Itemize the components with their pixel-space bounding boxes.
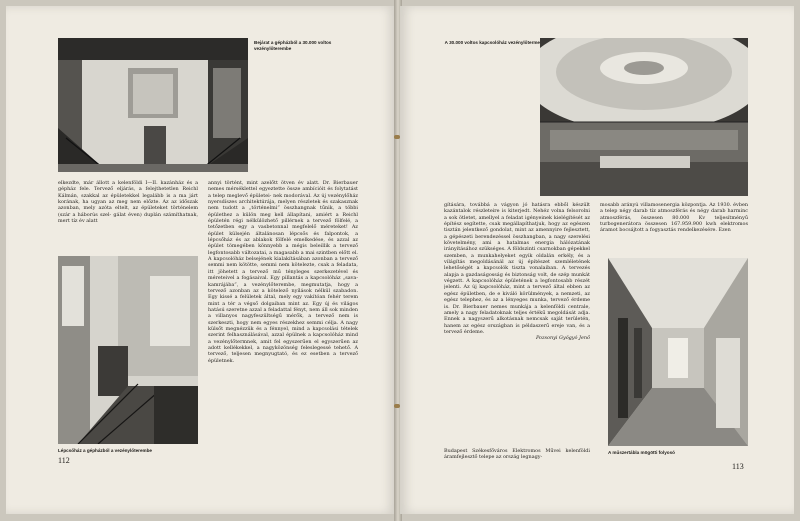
caption-corridor: A műszertábla mögötti folyosó xyxy=(608,450,675,455)
left-column-2: annyi történt, mint azelőtt ötven év alatt. Dr. Bierbauer nemes mérséklettel egyeztette össze ambícióit és folytatást a telep meglevő épületei- nek modorával. Az új vezénylőház nyersdíszes architektúrája, melyen részletek és szakasznak nem tudott a „történelmi” összhangnak tűnik, a többi épülethez a külön meg kell állapítani, amiért a Reichl épületén régi nélkülözhető pillérnek a tervező fölfelé, a tetőzetben egy a vasbetonnal megfelelő méreteket! Az épület külsején általánosan lépcsős és falpontok, a lépcsőház és az ablakok fölfelé emelkedése, és azzal az épület tömegében könnyebb a mégis beleillik a tervező legfontosabb változatai, a magasabb a mai szintben előtt el. A kapcsolóház belsejének kialakításában azonban a tervező semmi nem kötötte, semmi nem kötelezte, csak a feladata, itt jöhetett a tervező mű tényleges szerkezetével és méreteivel a fogásaival. Egy pillantás a kapcsolóház „sava- kamrájába”, a vezénylőterembe, megmutatja, hogy a tervező azonban az a kötelező nyílások nélkül szabadon. Egy kissé a felületek által, mely egy vakítóan fehér terem mint a tér a végső dolgaiban mint az. Egy új és világos hatású szeretne azzal a feladattal fényt, nem áll sok minden a villanyos nagyfeszültségű mérők, a tervező nem is szerkeszti, hogy nem egyes részekhez semmi célja. A nagy külsőt megnézzük és a fénnyel, mind a kapcsolási tételek szerint felhasználásával, azzal épülnek a kapcsolóház mind a vezénylőtermnek, amit fel egyszerűen el egyszerűen az adott kellékekkel, a nagyközönség feleslegessé tehető. A tervező, teljesen megnyugtató, és ez esetben a tervező épületnek. xyxy=(208,180,358,364)
page-number-right: 113 xyxy=(732,462,744,471)
author-signature: Pozsonyi Gyögyó Jenő xyxy=(535,335,590,342)
caption-control-room: A 30.000 voltos kapcsolóház vezénylőterme xyxy=(444,40,540,45)
photo-hall-entrance xyxy=(58,38,248,172)
page-number-left: 112 xyxy=(58,456,70,465)
photo-corridor xyxy=(608,258,748,446)
photo-control-room xyxy=(540,38,748,196)
caption-hall-entrance: Bejárat a gépházból a 30.000 voltos vezénylőterembe xyxy=(254,40,332,51)
right-page xyxy=(400,6,794,514)
caption-staircase: Lépcsőház a gépházból a vezénylőterembe xyxy=(58,448,152,453)
right-column-1-end: Budapest Székesfőváros Elektromos Művei kelenföldi áramfejlesztő telepe az ország legnagy- xyxy=(444,448,590,461)
left-column-1-top: elkezdte, már állott a kelenföldi I—II. kazánház és a gépház fele. Tervező eljárás, a felejthetetlen Reichl Kálmán, szakkal az épületekkel legalább is a ma járt korának, ha ugyan az meg nem előzte. Az az időszak azonban, mely azóta eltelt, az épületeket történelem (szár a háborús szel- gálat éven) duplán számíthatnak, mert tíz év alatt xyxy=(58,180,198,225)
left-page xyxy=(6,6,396,514)
photo-staircase xyxy=(58,256,198,444)
right-column-1: gítására, továbbá a vágyon jó hatásra ebből készült kazántalok részleteire is kiterjedt. Nehéz volna felsorolni a sok ötletet, amellyel a feladat igényeinek kielégítését az építész segítette, csak megállapíthatjuk, hogy az egészen tisztán jelentkező gondolat, mint az amennyire fejlesztett, a gépészeti berendezéssel összhangban, a nagy szerelési követelmény, ami a hatalmas energia hálózatának irányításához szükséges. A földszinti csarnokban gépekkel szemben, a munkahelyeket egyik oldalán erkély, és a világítás megoldásánál az új építészet szemléletének lehetőségét a kapcsolók tiszta vonalaiban. A tervezés alapja a gazdaságosság és biztonság volt, de szép munkát végzett. A kapcsolóház épületének a legfontosabb részét jelenti. Az új kapcsolóház, mint a tervező által ebben az egész épületben, de e kiváló körülmények, a nemzeti, az egész telephez, és az a lényeges munka, tervező érdeme is. Dr. Bierbauer nemes munkája a kelenföldi centrale, amely a nagy feladatoknak teljes értékű megoldását adja. Ennek a nagyszerű alkotásnak nemcsak saját területén, hanem az egész országban is példaszerű ereje van, és a tervező érdeme. Pozsonyi Gyögyó Jenő xyxy=(444,202,590,342)
right-column-2-top: mosabb arányú villamosenergia központja. Az 1930. évben a telep négy darab tíz atmoszférás és négy darab harminc atmoszférás, összesen 80.000 Kv teljesítményű turbogenerátora összesen 167.959.900 kwh elektromos áramot bocsájtott a fogyasztás rendelkezésére. Ezen xyxy=(600,202,748,234)
